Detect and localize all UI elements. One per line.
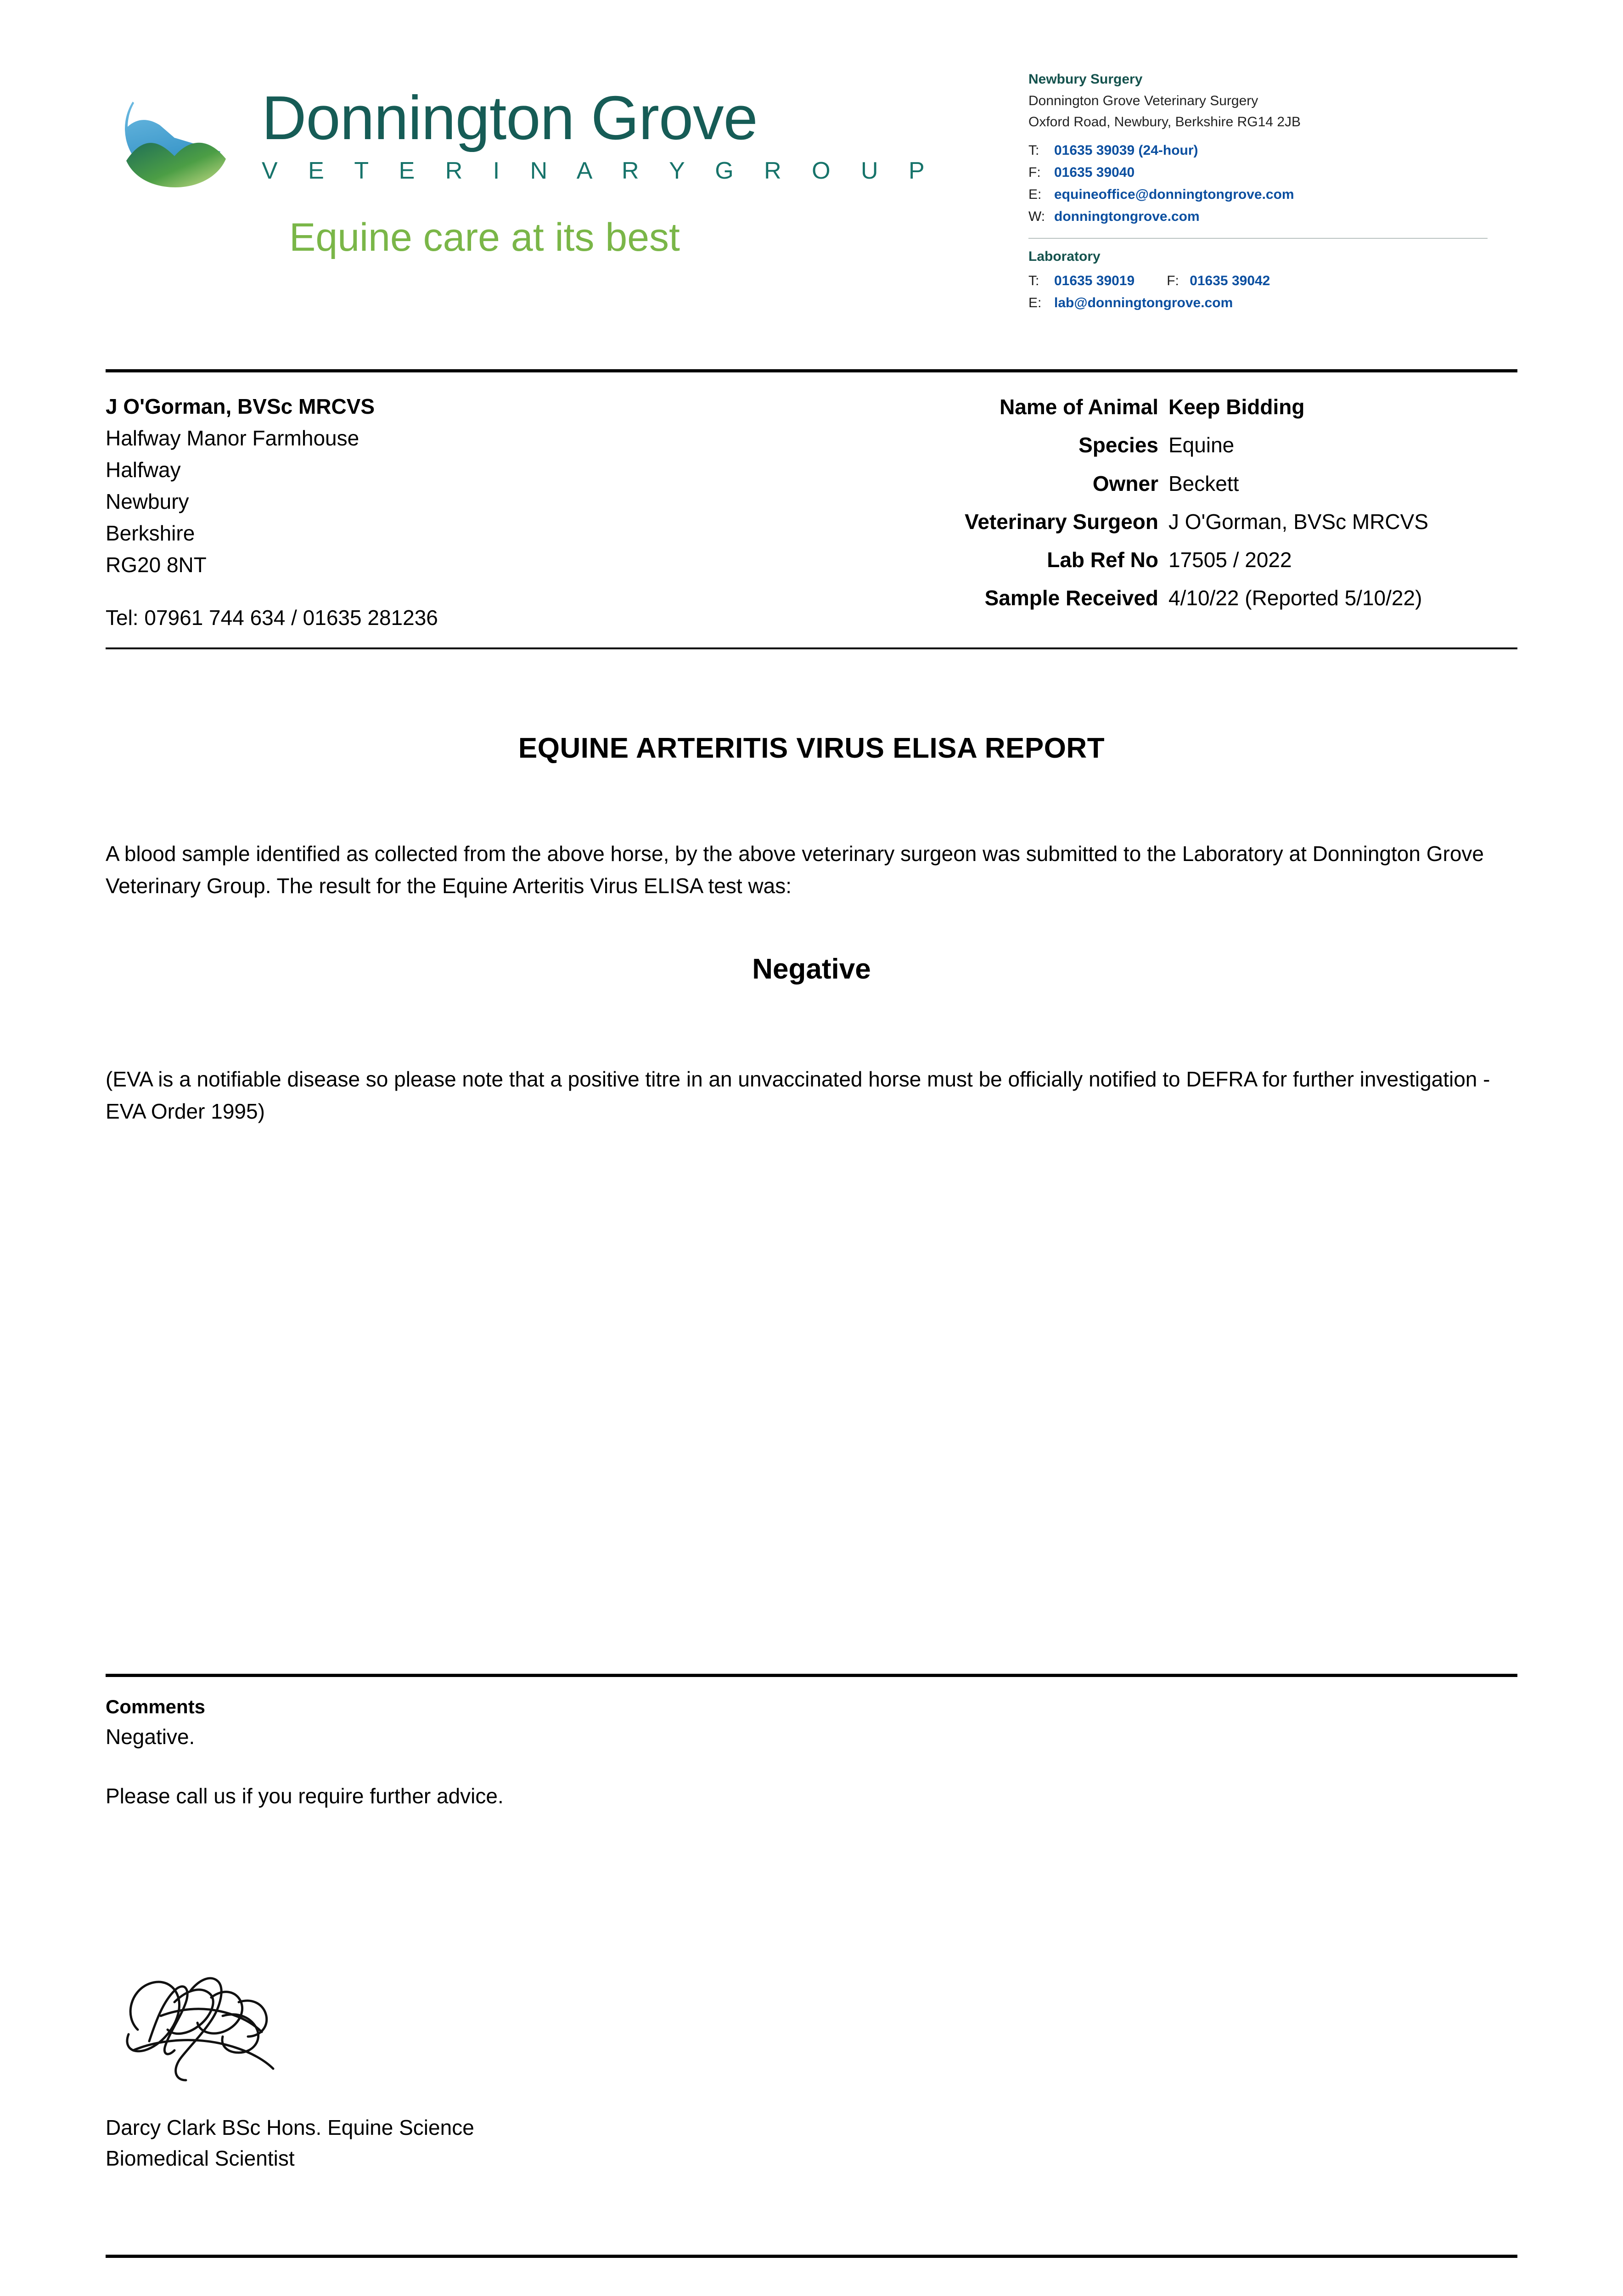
field-lab-ref-no <box>938 544 1517 576</box>
contact-row-phone <box>1028 140 1488 162</box>
details-divider-bottom <box>106 647 1517 649</box>
signature-area <box>106 1947 474 2173</box>
field-label: Species <box>1078 433 1158 457</box>
field-label: Veterinary Surgeon <box>965 509 1158 534</box>
field-value: J O'Gorman, BVSc MRCVS <box>1168 509 1429 534</box>
surgery-contacts <box>1028 140 1488 228</box>
contact-value: 01635 39040 <box>1054 164 1135 180</box>
comments-advice: Please call us if you require further advice. <box>106 1784 504 1808</box>
field-value: Keep Bidding <box>1168 395 1305 419</box>
clinic-name: Donnington Grove <box>262 83 758 152</box>
clinic-subtitle: V E T E R I N A R Y G R O U P <box>262 157 937 184</box>
field-sample-received <box>938 582 1517 614</box>
field-value: 4/10/22 (Reported 5/10/22) <box>1168 586 1422 610</box>
lab-phone-row <box>1028 270 1488 292</box>
field-label: Sample Received <box>984 586 1158 610</box>
signatory-name: Darcy Clark BSc Hons. Equine Science <box>106 2116 474 2139</box>
comments-divider <box>106 1674 1517 1677</box>
surgery-address: Oxford Road, Newbury, Berkshire RG14 2JB <box>1028 114 1301 129</box>
lab-phone-value: 01635 39019 <box>1054 273 1135 288</box>
addressee-line2: Halfway <box>106 458 181 482</box>
report-result: Negative <box>752 953 871 985</box>
handwritten-signature-icon <box>106 1947 344 2099</box>
lab-phone-label: T: <box>1028 273 1039 288</box>
contact-divider <box>1028 238 1488 239</box>
addressee-name: J O'Gorman, BVSc MRCVS <box>106 394 375 418</box>
contact-value[interactable]: donningtongrove.com <box>1054 208 1200 224</box>
addressee-line5: RG20 8NT <box>106 553 207 577</box>
addressee-line3: Newbury <box>106 490 189 513</box>
field-value: 17505 / 2022 <box>1168 548 1292 572</box>
field-veterinary-surgeon <box>938 506 1517 538</box>
contact-row-website[interactable] <box>1028 206 1488 228</box>
brand-text <box>262 83 937 185</box>
report-note: (EVA is a notifiable disease so please note that a positive titre in an unvaccinated horse must be officially notified to DEFRA for further investigation - EVA Order 1995) <box>106 1067 1490 1123</box>
field-value: Beckett <box>1168 471 1239 495</box>
signatory-role: Biomedical Scientist <box>106 2146 295 2170</box>
report-paragraph: A blood sample identified as collected from the above horse, by the above veterinary surgeon was submitted to the Laboratory at Donnington Grove Veterinary Group. The result for the Equine Arteritis Virus ELISA test was: <box>106 842 1484 898</box>
field-label: Lab Ref No <box>1047 548 1158 572</box>
surgery-title: Newbury Surgery <box>1028 72 1143 87</box>
lab-fax-value: 01635 39042 <box>1190 273 1270 288</box>
field-name-of-animal <box>938 391 1517 423</box>
addressee-line4: Berkshire <box>106 521 195 545</box>
contact-value[interactable]: equineoffice@donningtongrove.com <box>1054 186 1294 202</box>
brand-block <box>106 69 1001 260</box>
patient-fields <box>938 391 1517 634</box>
lab-fax-label: F: <box>1167 273 1179 288</box>
details-section <box>0 372 1623 647</box>
letterhead <box>0 0 1623 314</box>
lab-title: Laboratory <box>1028 248 1101 264</box>
addressee-line1: Halfway Manor Farmhouse <box>106 426 359 450</box>
contact-label: T: <box>1028 142 1039 158</box>
clinic-tagline: Equine care at its best <box>289 215 680 259</box>
field-label: Name of Animal <box>1000 395 1158 419</box>
field-species <box>938 429 1517 461</box>
contact-value: 01635 39039 (24-hour) <box>1054 142 1198 158</box>
header-divider-top <box>106 369 1517 372</box>
brand-top <box>106 69 1001 202</box>
lab-email-row[interactable] <box>1028 292 1488 314</box>
contact-row-fax <box>1028 162 1488 184</box>
footer-divider <box>106 2255 1517 2258</box>
lab-email-value[interactable]: lab@donningtongrove.com <box>1054 295 1233 310</box>
field-owner <box>938 467 1517 500</box>
field-value: Equine <box>1168 433 1235 457</box>
addressee-tel: Tel: 07961 744 634 / 01635 281236 <box>106 606 438 630</box>
comments-heading: Comments <box>106 1696 206 1717</box>
contact-label: E: <box>1028 186 1042 202</box>
donnington-grove-logo-icon <box>106 69 248 202</box>
lab-email-label: E: <box>1028 295 1042 310</box>
contact-block <box>1028 69 1488 314</box>
surgery-name: Donnington Grove Veterinary Surgery <box>1028 93 1258 108</box>
contact-label: F: <box>1028 164 1041 180</box>
report-title: EQUINE ARTERITIS VIRUS ELISA REPORT <box>518 732 1105 764</box>
comments-section <box>106 1692 1517 1812</box>
field-label: Owner <box>1092 471 1158 495</box>
addressee-block <box>106 391 438 634</box>
contact-label: W: <box>1028 208 1045 224</box>
contact-row-email[interactable] <box>1028 184 1488 206</box>
comments-text: Negative. <box>106 1725 195 1749</box>
